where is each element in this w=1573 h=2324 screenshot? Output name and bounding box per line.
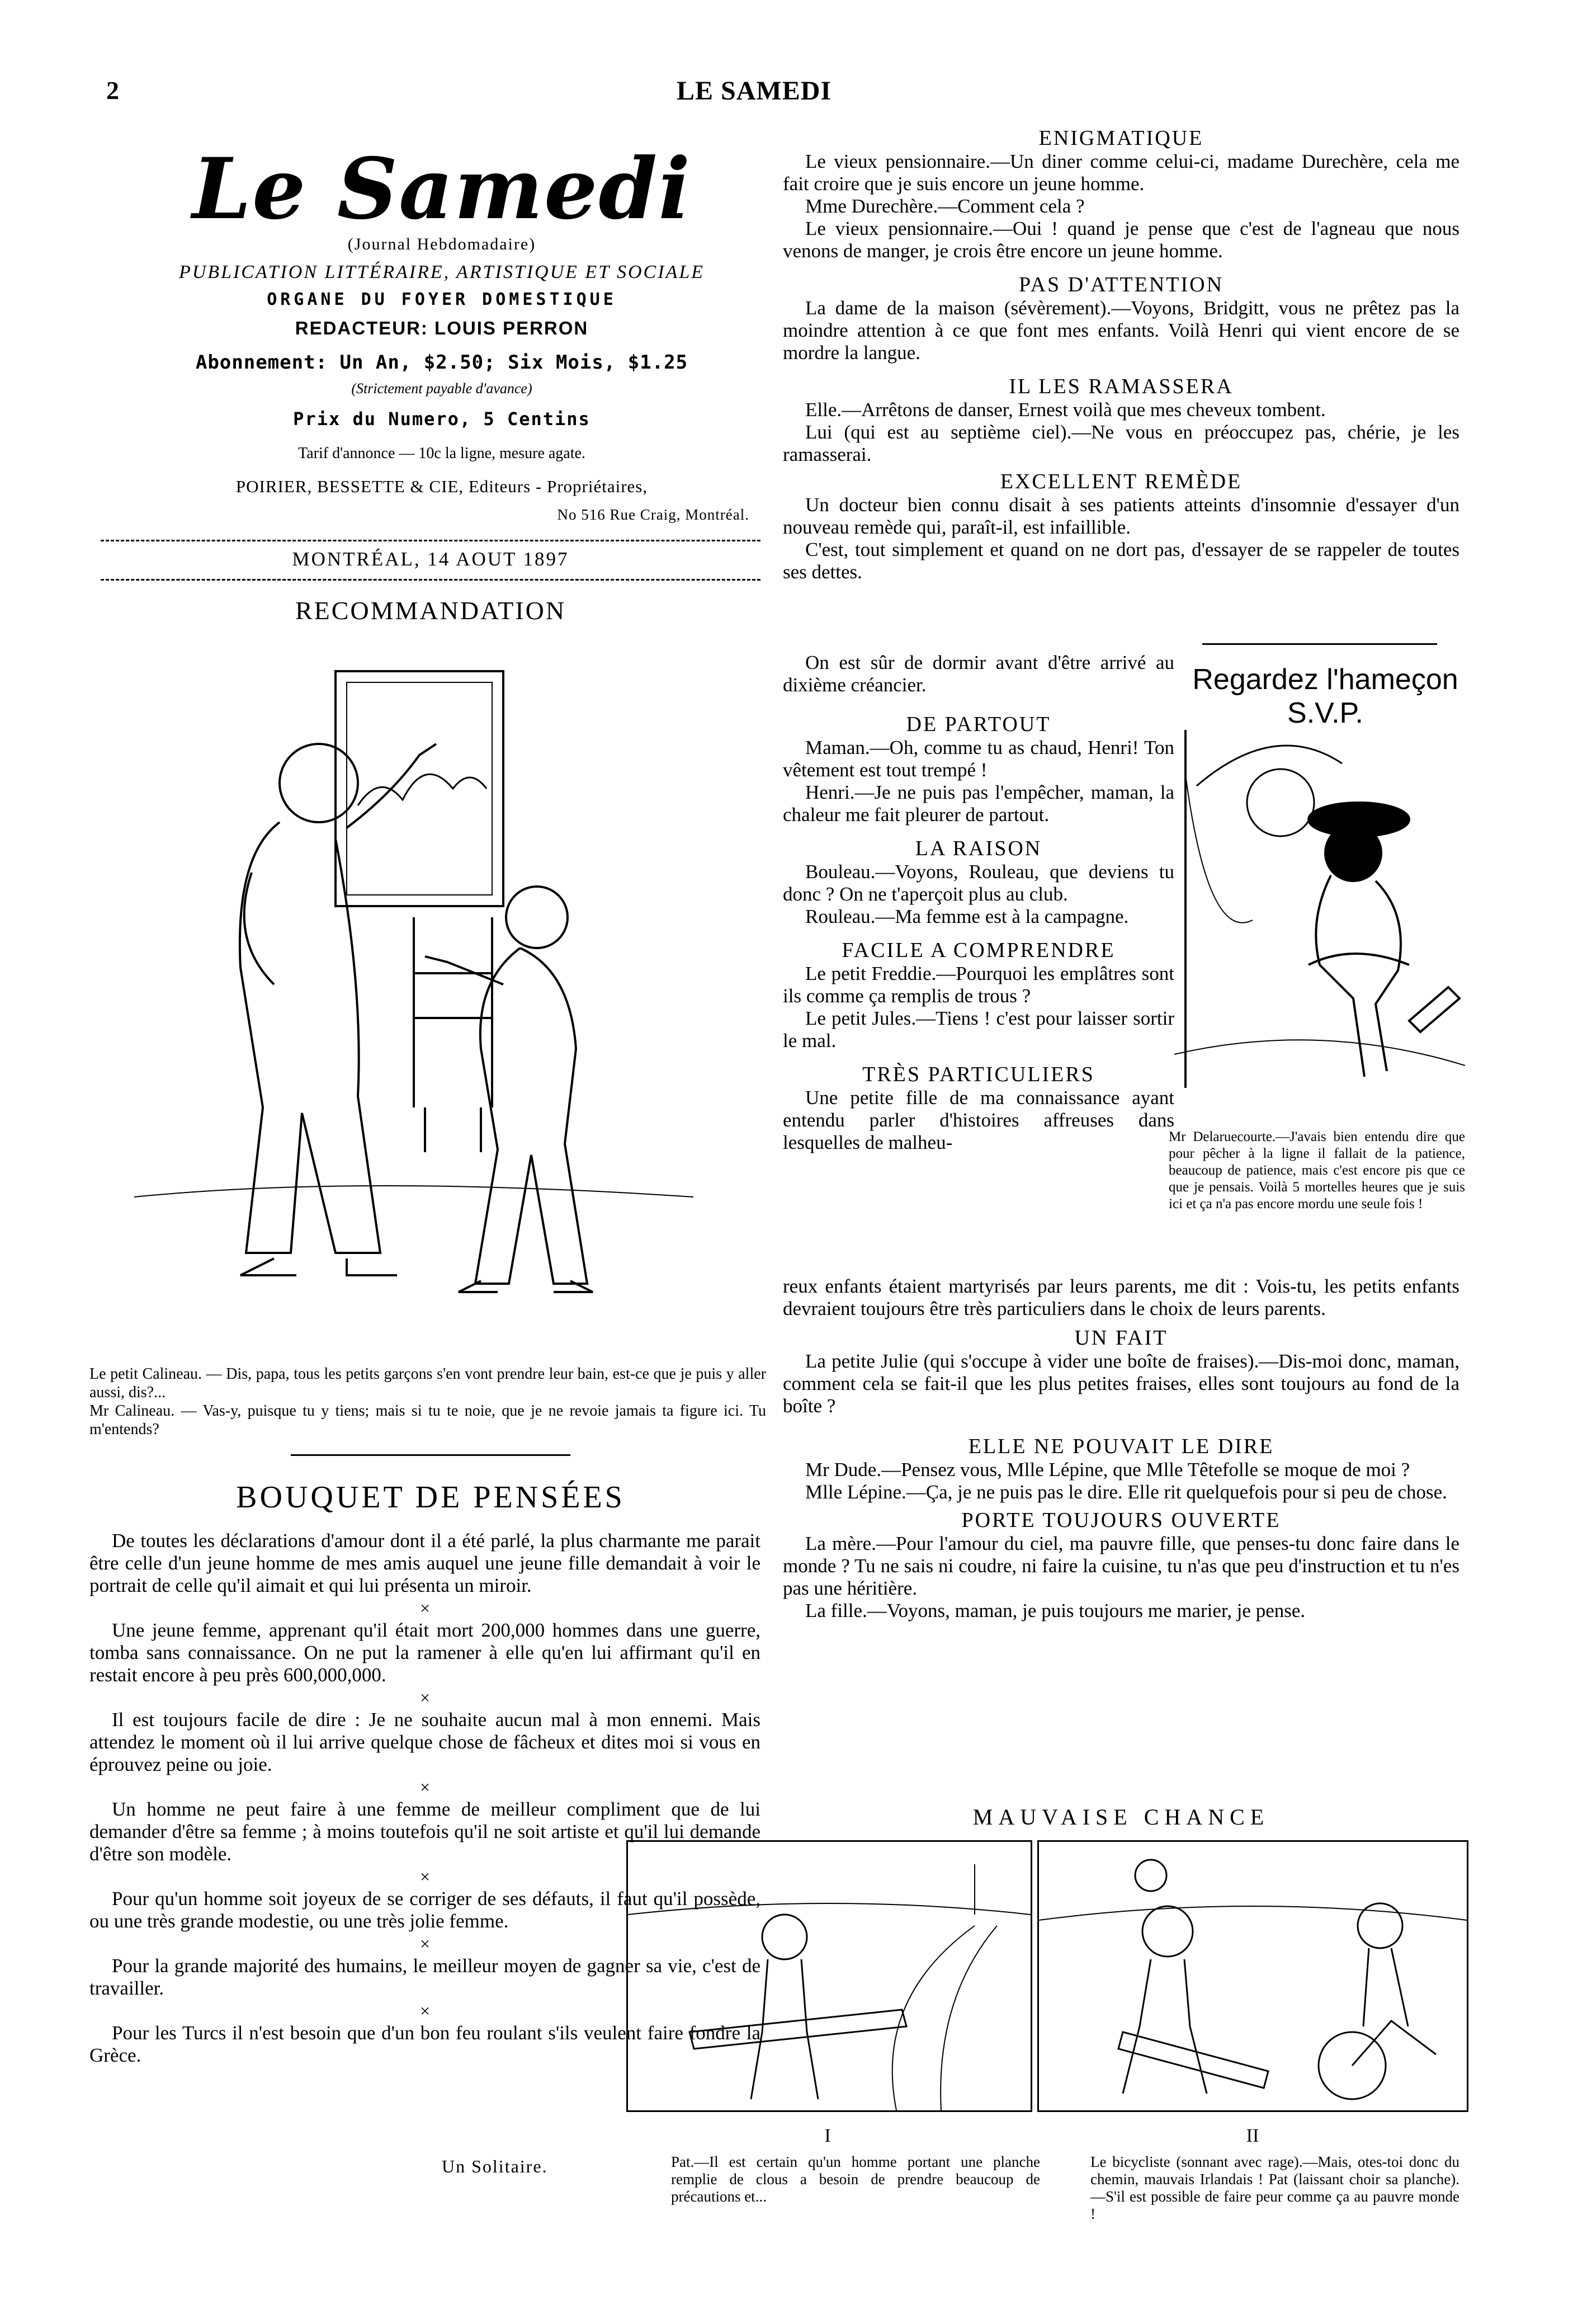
narrow-column: [783, 652, 1174, 1154]
bouquet-paragraph: Il est toujours facile de dire : Je ne souhaite aucun mal à mon ennemi. Mais attendez le moment où il lui arrive quelque chose de fâcheux et dites moi si vous en éprouvez peine ou joie.: [89, 1709, 760, 1775]
publishers: POIRIER, BESSETTE & CIE, Editeurs - Propriétaires,: [235, 477, 648, 496]
raison-title: LA RAISON: [915, 837, 1042, 860]
ramassera-line: Elle.—Arrêtons de danser, Ernest voilà que mes cheveux tombent.: [805, 399, 1326, 421]
particuliers-text-narrow: Une petite fille de ma connaissance ayant entendu parler d'histoires affreuses dans lesquelles de malheu-: [783, 1087, 1174, 1153]
facile-line: Le petit Freddie.—Pourquoi les emplâtres sont ils comme ça remplis de trous ?: [783, 963, 1174, 1007]
comic-caption-2: Le bicycliste (sonnant avec rage).—Mais, otes-toi donc du chemin, mauvais Irlandais ! Pat (laissant choir sa planche).—S'il est possible de faire peur comme ça au pauvre monde !: [1090, 2153, 1459, 2222]
recommandation-title: RECOMMANDATION: [295, 596, 566, 625]
dateline-rule: [101, 579, 760, 581]
pas-attention-title: PAS D'ATTENTION: [1018, 273, 1224, 296]
separator-mark: ×: [419, 1598, 431, 1618]
masthead-rule: [101, 540, 760, 541]
caption-line-2: Mr Calineau. — Vas-y, puisque tu y tiens; mais si tu te noie, que je ne revoie jamais ta figure ici. Tu m'entends?: [89, 1402, 766, 1438]
enigmatique-line: Mme Durechère.—Comment cela ?: [805, 195, 1085, 217]
organ-line: ORGANE DU FOYER DOMESTIQUE: [267, 290, 617, 309]
bouquet-title: BOUQUET DE PENSÉES: [236, 1480, 625, 1515]
ouverte-line: La mère.—Pour l'amour du ciel, ma pauvre fille, que penses-tu donc faire dans le monde ? Tu ne sais ni coudre, ni faire la cuisine, tu n'as que peu d'instruction et tu n'es pas une héritière.: [783, 1533, 1459, 1599]
bouquet-paragraph: Pour qu'un homme soit joyeux de se corriger de ses défauts, il faut qu'il possède, ou une très grande modestie, ou une très jolie femme.: [89, 1888, 760, 1932]
editor-line: REDACTEUR: LOUIS PERRON: [295, 318, 589, 338]
ouverte-title: PORTE TOUJOURS OUVERTE: [961, 1509, 1281, 1532]
enigmatique-line: Le vieux pensionnaire.—Oui ! quand je pense que c'est de l'agneau que nous venons de manger, je crois être encore un jeune homme.: [783, 218, 1459, 262]
remede-line: C'est, tout simplement et quand on ne dort pas, d'essayer de se rappeler de toutes ses dettes.: [783, 539, 1459, 583]
remede-title: EXCELLENT REMÈDE: [1000, 470, 1243, 493]
raison-line: Rouleau.—Ma femme est à la campagne.: [805, 906, 1129, 927]
particuliers-text-wide: reux enfants étaient martyrisés par leurs parents, me dit : Vois-tu, les petits enfants devraient toujours être très particuliers dans le choix de leurs parents.: [783, 1275, 1459, 1319]
ne-pouvait-title: ELLE NE POUVAIT LE DIRE: [968, 1435, 1274, 1458]
comic-caption-1: Pat.—Il est certain qu'un homme portant une planche remplie de clous a besoin de prendre beaucoup de précautions et...: [671, 2153, 1040, 2205]
subscription-line: Abonnement: Un An, $2.50; Six Mois, $1.25: [195, 351, 688, 374]
separator-mark: ×: [419, 2001, 431, 2021]
hamecon-illustration: [1174, 708, 1465, 1099]
ne-pouvait-line: Mr Dude.—Pensez vous, Mlle Lépine, que Mlle Têtefolle se moque de moi ?: [805, 1459, 1410, 1481]
ramassera-title: IL LES RAMASSERA: [1009, 375, 1234, 398]
comic-panel-2: [1037, 1840, 1468, 2112]
separator-mark: ×: [419, 1866, 431, 1887]
partout-title: DE PARTOUT: [906, 713, 1051, 736]
remede-line: On est sûr de dormir avant d'être arrivé au dixième créancier.: [783, 652, 1174, 696]
right-column-top: [783, 126, 1459, 583]
address: No 516 Rue Craig, Montréal.: [557, 506, 749, 523]
bouquet-signature: Un Solitaire.: [442, 2156, 548, 2176]
panel-2-label: II: [1246, 2125, 1259, 2146]
journal-type: (Journal Hebdomadaire): [347, 235, 536, 253]
raison-line: Bouleau.—Voyons, Rouleau, que deviens tu donc ? On ne t'aperçoit plus au club.: [783, 861, 1174, 905]
dateline: MONTRÉAL, 14 AOUT 1897: [292, 548, 569, 570]
separator-mark: ×: [419, 1934, 431, 1954]
bouquet-paragraph: Pour les Turcs il n'est besoin que d'un bon feu roulant s'ils veulent faire fondre la Grèce.: [89, 2022, 760, 2066]
ouverte-line: La fille.—Voyons, maman, je puis toujours me marier, je pense.: [805, 1600, 1306, 1621]
price-line: Prix du Numero, 5 Centins: [293, 408, 591, 430]
recommandation-illustration: [112, 638, 755, 1348]
comic-panel-1: [626, 1840, 1032, 2112]
bouquet-paragraph: Pour la grande majorité des humains, le meilleur moyen de gagner sa vie, c'est de travailler.: [89, 1955, 760, 1999]
partout-line: Maman.—Oh, comme tu as chaud, Henri! Ton vêtement est tout trempé !: [783, 737, 1174, 781]
facile-title: FACILE A COMPRENDRE: [842, 939, 1116, 962]
publication-line: PUBLICATION LITTÉRAIRE, ARTISTIQUE ET SOCIALE: [178, 262, 705, 282]
masthead-title: Le Samedi: [192, 140, 692, 238]
un-fait-text: La petite Julie (qui s'occupe à vider une boîte de fraises).—Dis-moi donc, maman, comment cela se fait-il que les plus petites fraises, elles sont toujours au fond de la boîte ?: [783, 1350, 1459, 1417]
caption-line-1: Le petit Calineau. — Dis, papa, tous les petits garçons s'en vont prendre leur bain, est-ce que je puis y aller aussi, dis?...: [89, 1365, 766, 1401]
right-column-bottom: [783, 1275, 1459, 1622]
bouquet-paragraph: Une jeune femme, apprenant qu'il était mort 200,000 hommes dans une guerre, tomba sans connaissance. On ne put la ramener à elle qu'en lui affirmant qu'il en restait encore à peu près 600,000,000.: [89, 1619, 760, 1686]
pas-attention-text: La dame de la maison (sévèrement).—Voyons, Bridgitt, vous ne prêtez pas la moindre attention à ce que font mes enfants. Voilà Henri qui vient encore de se mordre la langue.: [783, 297, 1459, 364]
bouquet-paragraph: De toutes les déclarations d'amour dont il a été parlé, la plus charmante me parait être celle d'un jeune homme de mes amis auquel une jeune fille demandait à voir le portrait de celle qu'il aimait et qui lui présenta un miroir.: [89, 1530, 760, 1596]
partout-line: Henri.—Je ne puis pas l'empêcher, maman, la chaleur me fait pleurer de partout.: [783, 781, 1174, 826]
un-fait-title: UN FAIT: [1074, 1326, 1168, 1350]
particuliers-title: TRÈS PARTICULIERS: [862, 1063, 1095, 1086]
recommandation-caption: [89, 1365, 766, 1439]
mauvaise-chance-title: MAUVAISE CHANCE: [972, 1804, 1270, 1830]
remede-line: Un docteur bien connu disait à ses patients atteints d'insomnie d'essayer d'un nouveau remède qui, paraît-il, est infaillible.: [783, 494, 1459, 538]
bouquet-paragraph: Un homme ne peut faire à une femme de meilleur compliment que de lui demander d'être sa femme ; à moins toutefois qu'il ne soit artiste et qu'il lui demande d'être son modèle.: [89, 1798, 760, 1865]
hamecon-caption: Mr Delaruecourte.—J'avais bien entendu dire que pour pêcher à la ligne il fallait de la patience, beaucoup de patience, mais c'est encore pis que ce que je pensais. Voilà 5 mortelles heures que je suis ici et ça n'a pas encore mordu une seule fois !: [1169, 1129, 1465, 1212]
facile-line: Le petit Jules.—Tiens ! c'est pour laisser sortir le mal.: [783, 1007, 1174, 1052]
ramassera-line: Lui (qui est au septième ciel).—Ne vous en préoccupez pas, chérie, je les ramasserai.: [783, 421, 1459, 465]
enigmatique-line: Le vieux pensionnaire.—Un diner comme celui-ci, madame Durechère, cela me fait croire que je suis encore un jeune homme.: [783, 150, 1459, 195]
page-number: 2: [106, 76, 119, 105]
section-rule: [291, 1454, 570, 1456]
running-title: LE SAMEDI: [677, 76, 832, 106]
payment-note: (Strictement payable d'avance): [351, 380, 532, 397]
enigmatique-title: ENIGMATIQUE: [1038, 126, 1204, 150]
hamecon-title: Regardez l'hameçon S.V.P.: [1192, 663, 1458, 729]
separator-mark: ×: [419, 1687, 431, 1708]
ad-rate: Tarif d'annonce — 10c la ligne, mesure agate.: [298, 445, 585, 462]
panel-1-label: I: [824, 2125, 831, 2146]
ne-pouvait-line: Mlle Lépine.—Ça, je ne puis pas le dire. Elle rit quelquefois pour si peu de chose.: [805, 1481, 1447, 1503]
separator-mark: ×: [419, 1777, 431, 1797]
hamecon-rule: [1202, 643, 1437, 645]
